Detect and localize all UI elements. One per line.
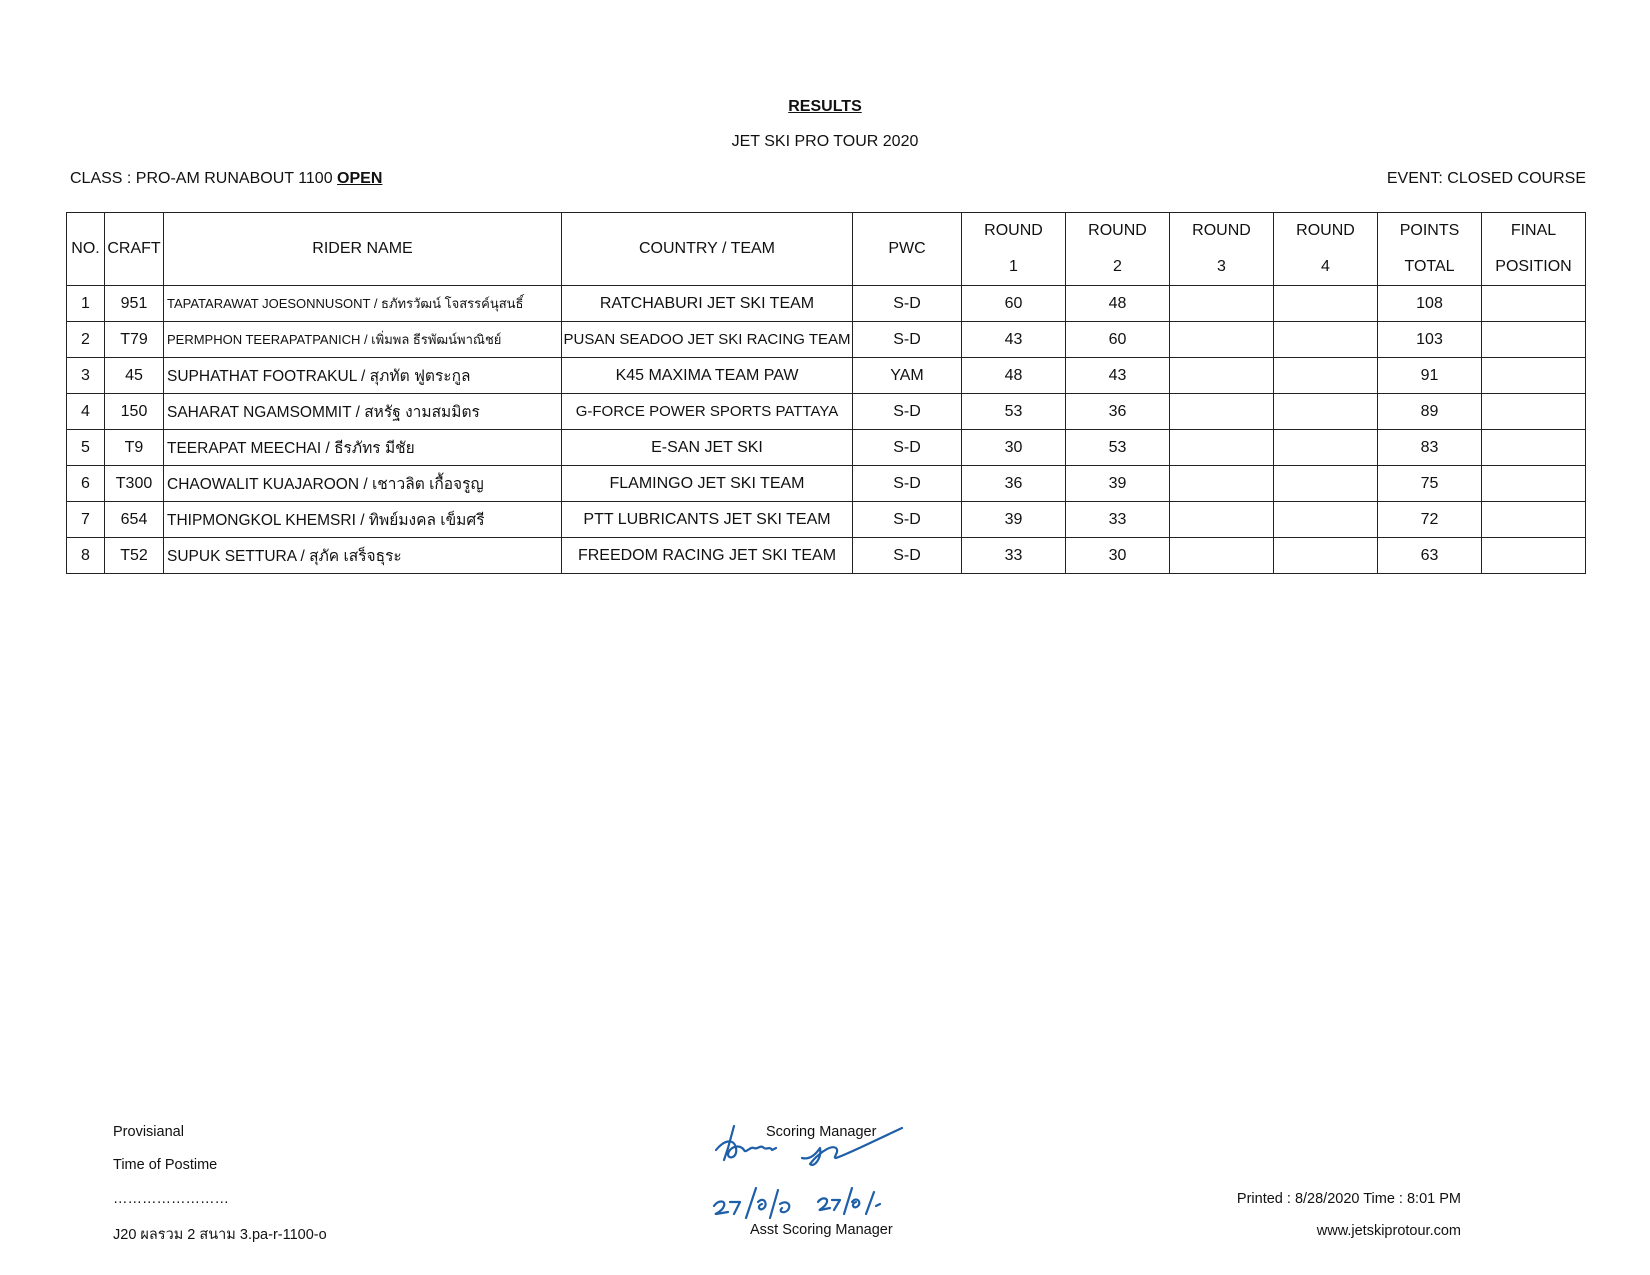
cell-rider-name: SAHARAT NGAMSOMMIT / สหรัฐ งามสมมิตร xyxy=(164,394,562,430)
cell-no: 5 xyxy=(67,430,105,466)
header-round-2-number: 2 xyxy=(1113,258,1122,275)
cell-points-total: 63 xyxy=(1378,538,1482,574)
table-row xyxy=(67,502,1586,538)
signature-stroke-2 xyxy=(802,1128,902,1165)
table-row xyxy=(67,394,1586,430)
cell-round-2: 36 xyxy=(1066,394,1170,430)
cell-team: PTT LUBRICANTS JET SKI TEAM xyxy=(562,502,853,538)
cell-round-4 xyxy=(1274,466,1378,502)
cell-round-2: 53 xyxy=(1066,430,1170,466)
cell-round-1: 43 xyxy=(962,322,1066,358)
cell-pwc: S-D xyxy=(853,502,962,538)
header-round-2 xyxy=(1066,213,1170,286)
table-row xyxy=(67,466,1586,502)
cell-craft: 45 xyxy=(105,358,164,394)
table-row xyxy=(67,358,1586,394)
cell-pwc: S-D xyxy=(853,430,962,466)
cell-round-3 xyxy=(1170,394,1274,430)
cell-final-position xyxy=(1482,322,1586,358)
provisional-label: Provisianal xyxy=(113,1124,184,1140)
cell-round-2: 48 xyxy=(1066,286,1170,322)
cell-final-position xyxy=(1482,394,1586,430)
cell-points-total: 72 xyxy=(1378,502,1482,538)
signature-image xyxy=(706,1108,956,1228)
cell-rider-name: TEERAPAT MEECHAI / ธีรภัทร มีชัย xyxy=(164,430,562,466)
cell-round-4 xyxy=(1274,394,1378,430)
header-round-4 xyxy=(1274,213,1378,286)
time-of-postime-label: Time of Postime xyxy=(113,1157,218,1173)
cell-team: G-FORCE POWER SPORTS PATTAYA xyxy=(562,394,853,430)
page-title: RESULTS xyxy=(788,98,862,115)
header-craft: CRAFT xyxy=(105,213,164,286)
cell-round-4 xyxy=(1274,430,1378,466)
header-round-3-label: ROUND xyxy=(1192,222,1251,239)
header-round-4-number: 4 xyxy=(1321,258,1330,275)
cell-round-2: 43 xyxy=(1066,358,1170,394)
cell-round-2: 33 xyxy=(1066,502,1170,538)
cell-rider-name: CHAOWALIT KUAJAROON / เชาวลิต เกื้อจรูญ xyxy=(164,466,562,502)
class-label xyxy=(70,170,382,188)
cell-round-3 xyxy=(1170,358,1274,394)
header-row xyxy=(67,213,1586,286)
header-country-team: COUNTRY / TEAM xyxy=(562,213,853,286)
cell-team: PUSAN SEADOO JET SKI RACING TEAM xyxy=(562,322,853,358)
cell-round-4 xyxy=(1274,322,1378,358)
cell-points-total: 75 xyxy=(1378,466,1482,502)
cell-no: 7 xyxy=(67,502,105,538)
cell-final-position xyxy=(1482,502,1586,538)
cell-round-4 xyxy=(1274,286,1378,322)
header-round-2-label: ROUND xyxy=(1088,222,1147,239)
cell-round-4 xyxy=(1274,358,1378,394)
header-pwc: PWC xyxy=(853,213,962,286)
class-prefix: CLASS : PRO-AM RUNABOUT 1100 xyxy=(70,170,338,187)
cell-team: FLAMINGO JET SKI TEAM xyxy=(562,466,853,502)
cell-round-2: 39 xyxy=(1066,466,1170,502)
cell-team: K45 MAXIMA TEAM PAW xyxy=(562,358,853,394)
header-no: NO. xyxy=(67,213,105,286)
table-row xyxy=(67,538,1586,574)
cell-round-1: 36 xyxy=(962,466,1066,502)
header-final-label: FINAL xyxy=(1510,222,1557,239)
cell-pwc: S-D xyxy=(853,286,962,322)
cell-team: E-SAN JET SKI xyxy=(562,430,853,466)
website-url: www.jetskiprotour.com xyxy=(1316,1223,1461,1239)
cell-rider-name: SUPHATHAT FOOTRAKUL / สุภทัต ฟูตระกูล xyxy=(164,358,562,394)
asst-scoring-manager-label: Asst Scoring Manager xyxy=(750,1222,893,1238)
cell-final-position xyxy=(1482,538,1586,574)
cell-final-position xyxy=(1482,430,1586,466)
cell-pwc: YAM xyxy=(853,358,962,394)
cell-round-1: 33 xyxy=(962,538,1066,574)
cell-round-4 xyxy=(1274,502,1378,538)
signature-stroke-3 xyxy=(714,1188,789,1218)
event-label: EVENT: CLOSED COURSE xyxy=(1386,170,1586,187)
cell-points-total: 103 xyxy=(1378,322,1482,358)
cell-final-position xyxy=(1482,358,1586,394)
cell-points-total: 108 xyxy=(1378,286,1482,322)
cell-round-1: 48 xyxy=(962,358,1066,394)
cell-team: FREEDOM RACING JET SKI TEAM xyxy=(562,538,853,574)
signature-stroke-4 xyxy=(818,1188,880,1214)
table-row xyxy=(67,322,1586,358)
cell-round-3 xyxy=(1170,430,1274,466)
cell-pwc: S-D xyxy=(853,466,962,502)
cell-round-2: 60 xyxy=(1066,322,1170,358)
cell-no: 8 xyxy=(67,538,105,574)
cell-round-3 xyxy=(1170,286,1274,322)
header-round-3-number: 3 xyxy=(1217,258,1226,275)
cell-craft: T52 xyxy=(105,538,164,574)
header-rider-name: RIDER NAME xyxy=(164,213,562,286)
cell-no: 2 xyxy=(67,322,105,358)
cell-no: 6 xyxy=(67,466,105,502)
cell-points-total: 83 xyxy=(1378,430,1482,466)
cell-craft: 951 xyxy=(105,286,164,322)
cell-team: RATCHABURI JET SKI TEAM xyxy=(562,286,853,322)
event-subtitle: JET SKI PRO TOUR 2020 xyxy=(731,133,919,150)
cell-rider-name: TAPATARAWAT JOESONNUSONT / ธภัทรวัฒน์ โจสรรค์นุสนธิ์ xyxy=(164,286,562,322)
header-round-1-label: ROUND xyxy=(984,222,1043,239)
header-round-1 xyxy=(962,213,1066,286)
cell-pwc: S-D xyxy=(853,394,962,430)
cell-craft: 150 xyxy=(105,394,164,430)
scoring-manager-label: Scoring Manager xyxy=(766,1124,877,1140)
header-points-label: POINTS xyxy=(1399,222,1460,239)
header-round-3 xyxy=(1170,213,1274,286)
cell-rider-name: THIPMONGKOL KHEMSRI / ทิพย์มงคล เข็มศรี xyxy=(164,502,562,538)
header-total-label: TOTAL xyxy=(1404,258,1455,275)
cell-round-1: 30 xyxy=(962,430,1066,466)
cell-round-1: 39 xyxy=(962,502,1066,538)
printed-timestamp: Printed : 8/28/2020 Time : 8:01 PM xyxy=(1236,1191,1461,1207)
cell-rider-name: PERMPHON TEERAPATPANICH / เพิ่มพล ธีรพัฒน์พาณิชย์ xyxy=(164,322,562,358)
table-row xyxy=(67,286,1586,322)
cell-no: 1 xyxy=(67,286,105,322)
cell-no: 3 xyxy=(67,358,105,394)
header-final-position xyxy=(1482,213,1586,286)
cell-round-4 xyxy=(1274,538,1378,574)
cell-no: 4 xyxy=(67,394,105,430)
header-points-total xyxy=(1378,213,1482,286)
cell-points-total: 91 xyxy=(1378,358,1482,394)
cell-round-3 xyxy=(1170,466,1274,502)
file-reference: J20 ผลรวม 2 สนาม 3.pa-r-1100-o xyxy=(113,1227,327,1243)
postime-blank: …………………… xyxy=(113,1191,229,1207)
table-row xyxy=(67,430,1586,466)
cell-rider-name: SUPUK SETTURA / สุภัค เสร็จธุระ xyxy=(164,538,562,574)
cell-pwc: S-D xyxy=(853,538,962,574)
cell-round-2: 30 xyxy=(1066,538,1170,574)
cell-round-1: 53 xyxy=(962,394,1066,430)
cell-craft: 654 xyxy=(105,502,164,538)
results-table xyxy=(66,212,1586,574)
cell-final-position xyxy=(1482,466,1586,502)
cell-craft: T9 xyxy=(105,430,164,466)
header-round-4-label: ROUND xyxy=(1296,222,1355,239)
cell-craft: T79 xyxy=(105,322,164,358)
header-round-1-number: 1 xyxy=(1009,258,1018,275)
cell-round-1: 60 xyxy=(962,286,1066,322)
header-position-label: POSITION xyxy=(1495,258,1572,275)
cell-pwc: S-D xyxy=(853,322,962,358)
cell-final-position xyxy=(1482,286,1586,322)
cell-round-3 xyxy=(1170,322,1274,358)
cell-round-3 xyxy=(1170,538,1274,574)
cell-round-3 xyxy=(1170,502,1274,538)
cell-craft: T300 xyxy=(105,466,164,502)
cell-points-total: 89 xyxy=(1378,394,1482,430)
class-open-label: OPEN xyxy=(337,170,383,187)
signature-stroke-1 xyxy=(716,1126,776,1160)
